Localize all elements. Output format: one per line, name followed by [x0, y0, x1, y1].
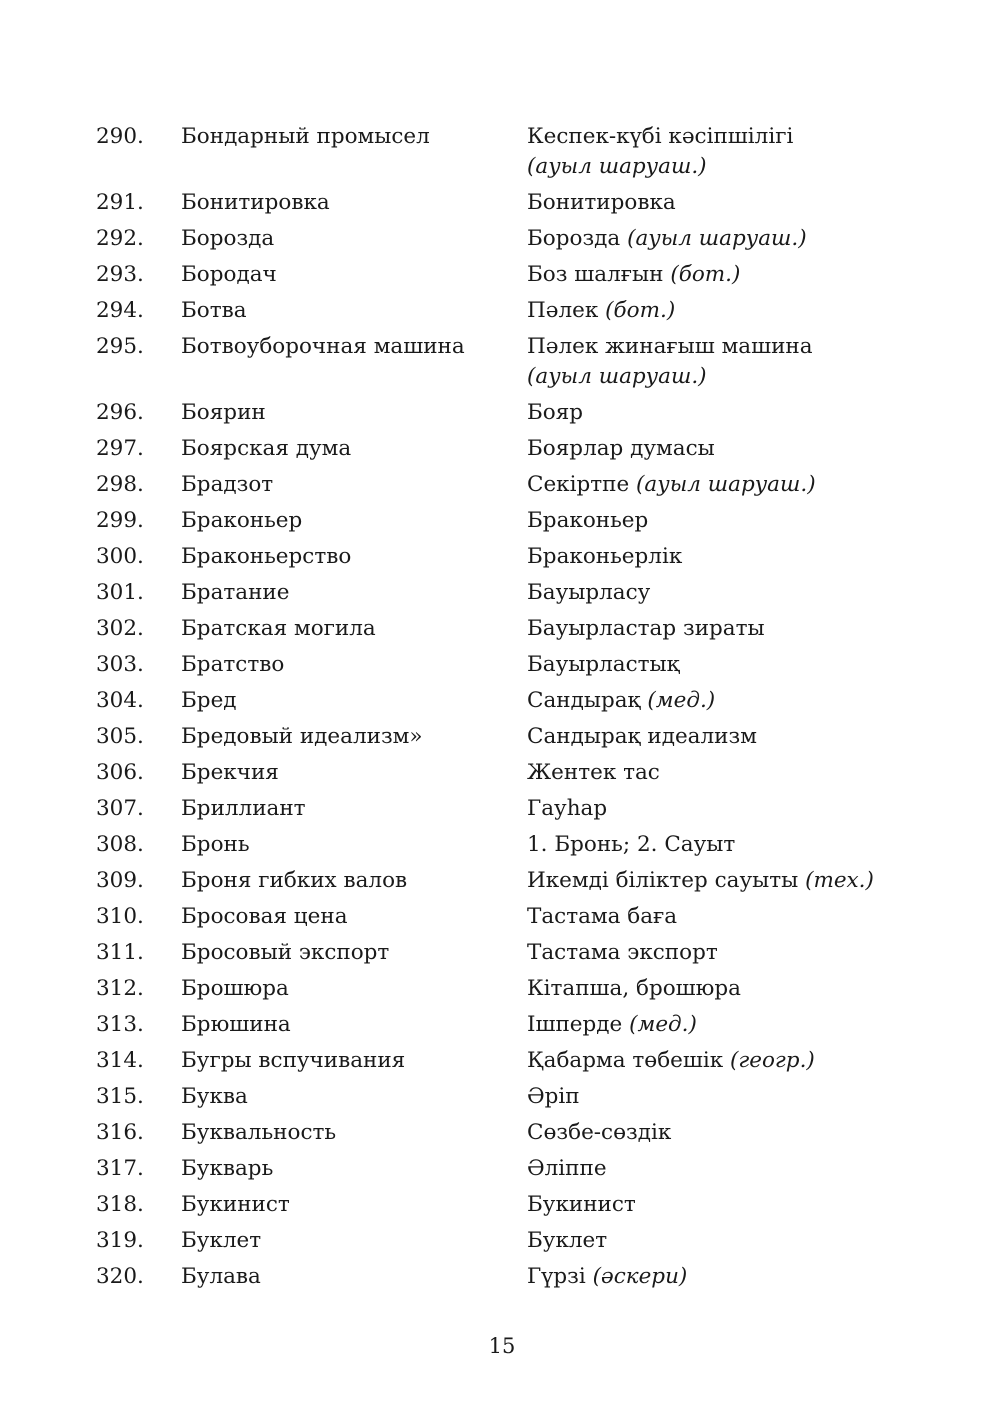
- entry-number: 294.: [96, 298, 144, 323]
- domain-note: (ауыл шаруаш.): [636, 472, 816, 497]
- entry-number: 313.: [96, 1012, 144, 1037]
- kazakh-translation: [527, 722, 916, 752]
- kazakh-term: Кеспек-күбі кәсіпшілігі: [527, 124, 794, 149]
- domain-note: (мед.): [647, 688, 716, 713]
- dictionary-list: [96, 122, 916, 1298]
- kazakh-translation: [527, 470, 916, 500]
- kazakh-term: Тастама экспорт: [527, 940, 718, 965]
- kazakh-term: Браконьер: [527, 508, 649, 533]
- dictionary-entry: [96, 1046, 916, 1076]
- entry-number: 300.: [96, 544, 144, 569]
- dictionary-entry: [96, 398, 916, 428]
- russian-term: Букинист: [181, 1192, 290, 1217]
- kazakh-translation: [527, 1190, 916, 1220]
- domain-note: (тех.): [805, 868, 874, 893]
- dictionary-entry: [96, 1154, 916, 1184]
- entry-number: 319.: [96, 1228, 144, 1253]
- kazakh-term: Пәлек: [527, 298, 599, 323]
- russian-term: Борозда: [181, 226, 275, 251]
- kazakh-term: Гүрзі: [527, 1264, 586, 1289]
- kazakh-translation: [527, 296, 916, 326]
- russian-term: Браконьерство: [181, 544, 352, 569]
- kazakh-term: Әліппе: [527, 1156, 607, 1181]
- dictionary-entry: [96, 1082, 916, 1112]
- kazakh-term: Буклет: [527, 1228, 608, 1253]
- kazakh-term: Икемді біліктер сауыты: [527, 868, 799, 893]
- domain-note: (мед.): [629, 1012, 697, 1037]
- kazakh-term: Әріп: [527, 1084, 580, 1109]
- dictionary-entry: [96, 578, 916, 608]
- domain-note: (ауыл шаруаш.): [527, 154, 707, 179]
- dictionary-entry: [96, 188, 916, 218]
- dictionary-entry: [96, 1118, 916, 1148]
- kazakh-term: Боз шалғын: [527, 262, 664, 287]
- dictionary-entry: [96, 332, 916, 392]
- kazakh-term: Букинист: [527, 1192, 636, 1217]
- kazakh-translation: [527, 830, 916, 860]
- russian-term: Бредовый идеализм»: [181, 724, 423, 749]
- kazakh-term: Бауырластық: [527, 652, 680, 677]
- kazakh-term: Сандырақ: [527, 688, 641, 713]
- russian-term: Бросовый экспорт: [181, 940, 390, 965]
- entry-number: 298.: [96, 472, 144, 497]
- kazakh-term: Боярлар думасы: [527, 436, 715, 461]
- kazakh-translation: [527, 224, 916, 254]
- dictionary-entry: [96, 938, 916, 968]
- russian-term: Булава: [181, 1264, 261, 1289]
- dictionary-entry: [96, 830, 916, 860]
- russian-term: Братство: [181, 652, 285, 677]
- kazakh-translation: [527, 1010, 916, 1040]
- kazakh-term: Браконьерлік: [527, 544, 683, 569]
- kazakh-term: 1. Бронь; 2. Сауыт: [527, 832, 736, 857]
- kazakh-term: Бояр: [527, 400, 584, 425]
- entry-number: 305.: [96, 724, 144, 749]
- kazakh-translation: [527, 614, 916, 644]
- kazakh-term: Секіртпе: [527, 472, 630, 497]
- russian-term: Ботва: [181, 298, 247, 323]
- russian-term: Бугры вспучивания: [181, 1048, 406, 1073]
- kazakh-term: Гауһар: [527, 796, 608, 821]
- dictionary-entry: [96, 794, 916, 824]
- russian-term: Букварь: [181, 1156, 274, 1181]
- entry-number: 318.: [96, 1192, 144, 1217]
- kazakh-translation: [527, 188, 916, 218]
- kazakh-translation: [527, 1226, 916, 1256]
- russian-term: Боярская дума: [181, 436, 352, 461]
- dictionary-entry: [96, 1190, 916, 1220]
- dictionary-entry: [96, 434, 916, 464]
- russian-term: Бронь: [181, 832, 250, 857]
- russian-term: Братская могила: [181, 616, 376, 641]
- dictionary-entry: [96, 722, 916, 752]
- dictionary-entry: [96, 614, 916, 644]
- entry-number: 320.: [96, 1264, 144, 1289]
- dictionary-entry: [96, 1226, 916, 1256]
- kazakh-translation: [527, 1262, 916, 1292]
- entry-number: 290.: [96, 124, 144, 149]
- russian-term: Бросовая цена: [181, 904, 348, 929]
- kazakh-term: Бауырластар зираты: [527, 616, 765, 641]
- russian-term: Брадзот: [181, 472, 274, 497]
- kazakh-translation: [527, 1154, 916, 1184]
- entry-number: 317.: [96, 1156, 144, 1181]
- kazakh-translation: [527, 260, 916, 290]
- entry-number: 296.: [96, 400, 144, 425]
- russian-term: Брюшина: [181, 1012, 291, 1037]
- russian-term: Браконьер: [181, 508, 303, 533]
- entry-number: 297.: [96, 436, 144, 461]
- kazakh-translation: [527, 974, 916, 1004]
- russian-term: Бондарный промысел: [181, 124, 430, 149]
- russian-term: Броня гибких валов: [181, 868, 408, 893]
- entry-number: 304.: [96, 688, 144, 713]
- entry-number: 301.: [96, 580, 144, 605]
- kazakh-translation: [527, 938, 916, 968]
- dictionary-entry: [96, 974, 916, 1004]
- kazakh-translation: [527, 794, 916, 824]
- entry-number: 293.: [96, 262, 144, 287]
- entry-number: 309.: [96, 868, 144, 893]
- kazakh-translation: [527, 332, 916, 392]
- kazakh-term: Қабарма төбешік: [527, 1048, 724, 1073]
- kazakh-term: Тастама баға: [527, 904, 678, 929]
- kazakh-translation: [527, 122, 916, 182]
- dictionary-entry: [96, 122, 916, 182]
- russian-term: Боярин: [181, 400, 266, 425]
- kazakh-translation: [527, 1118, 916, 1148]
- kazakh-term: Бауырласу: [527, 580, 651, 605]
- entry-number: 316.: [96, 1120, 144, 1145]
- kazakh-translation: [527, 542, 916, 572]
- kazakh-term: Кітапша, брошюра: [527, 976, 741, 1001]
- domain-note: (бот.): [605, 298, 676, 323]
- entry-number: 315.: [96, 1084, 144, 1109]
- kazakh-translation: [527, 758, 916, 788]
- russian-term: Бонитировка: [181, 190, 330, 215]
- dictionary-entry: [96, 686, 916, 716]
- dictionary-entry: [96, 866, 916, 896]
- dictionary-entry: [96, 542, 916, 572]
- dictionary-entry: [96, 260, 916, 290]
- kazakh-translation: [527, 398, 916, 428]
- kazakh-translation: [527, 650, 916, 680]
- kazakh-term: Жентек тас: [527, 760, 660, 785]
- dictionary-entry: [96, 1262, 916, 1292]
- kazakh-translation: [527, 686, 916, 716]
- entry-number: 306.: [96, 760, 144, 785]
- kazakh-term: Сөзбе-сөздік: [527, 1120, 672, 1145]
- kazakh-term: Сандырақ идеализм: [527, 724, 757, 749]
- kazakh-translation: [527, 902, 916, 932]
- entry-number: 303.: [96, 652, 144, 677]
- dictionary-entry: [96, 506, 916, 536]
- entry-number: 295.: [96, 334, 144, 359]
- kazakh-term: Борозда: [527, 226, 621, 251]
- dictionary-entry: [96, 1010, 916, 1040]
- domain-note: (әскери): [592, 1264, 688, 1289]
- entry-number: 314.: [96, 1048, 144, 1073]
- kazakh-translation: [527, 434, 916, 464]
- entry-number: 292.: [96, 226, 144, 251]
- russian-term: Бородач: [181, 262, 277, 287]
- kazakh-translation: [527, 1082, 916, 1112]
- domain-note: (бот.): [670, 262, 741, 287]
- russian-term: Бриллиант: [181, 796, 306, 821]
- kazakh-translation: [527, 578, 916, 608]
- entry-number: 291.: [96, 190, 144, 215]
- domain-note: (ауыл шаруаш.): [627, 226, 807, 251]
- entry-number: 302.: [96, 616, 144, 641]
- kazakh-term: Ішперде: [527, 1012, 623, 1037]
- russian-term: Буквальность: [181, 1120, 337, 1145]
- russian-term: Буква: [181, 1084, 248, 1109]
- russian-term: Ботвоуборочная машина: [181, 334, 465, 359]
- kazakh-term: Пәлек жинағыш машина: [527, 334, 813, 359]
- russian-term: Братание: [181, 580, 290, 605]
- russian-term: Бред: [181, 688, 237, 713]
- entry-number: 299.: [96, 508, 144, 533]
- dictionary-entry: [96, 902, 916, 932]
- dictionary-entry: [96, 758, 916, 788]
- entry-number: 311.: [96, 940, 144, 965]
- russian-term: Брошюра: [181, 976, 289, 1001]
- kazakh-translation: [527, 506, 916, 536]
- dictionary-entry: [96, 296, 916, 326]
- dictionary-entry: [96, 470, 916, 500]
- kazakh-term: Бонитировка: [527, 190, 676, 215]
- kazakh-translation: [527, 866, 916, 896]
- russian-term: Брекчия: [181, 760, 279, 785]
- entry-number: 307.: [96, 796, 144, 821]
- russian-term: Буклет: [181, 1228, 262, 1253]
- kazakh-translation: [527, 1046, 916, 1076]
- domain-note: (ауыл шаруаш.): [527, 364, 707, 389]
- domain-note: (геогр.): [730, 1048, 815, 1073]
- dictionary-entry: [96, 650, 916, 680]
- entry-number: 308.: [96, 832, 144, 857]
- page-number: 15: [488, 1334, 516, 1358]
- dictionary-entry: [96, 224, 916, 254]
- entry-number: 310.: [96, 904, 144, 929]
- entry-number: 312.: [96, 976, 144, 1001]
